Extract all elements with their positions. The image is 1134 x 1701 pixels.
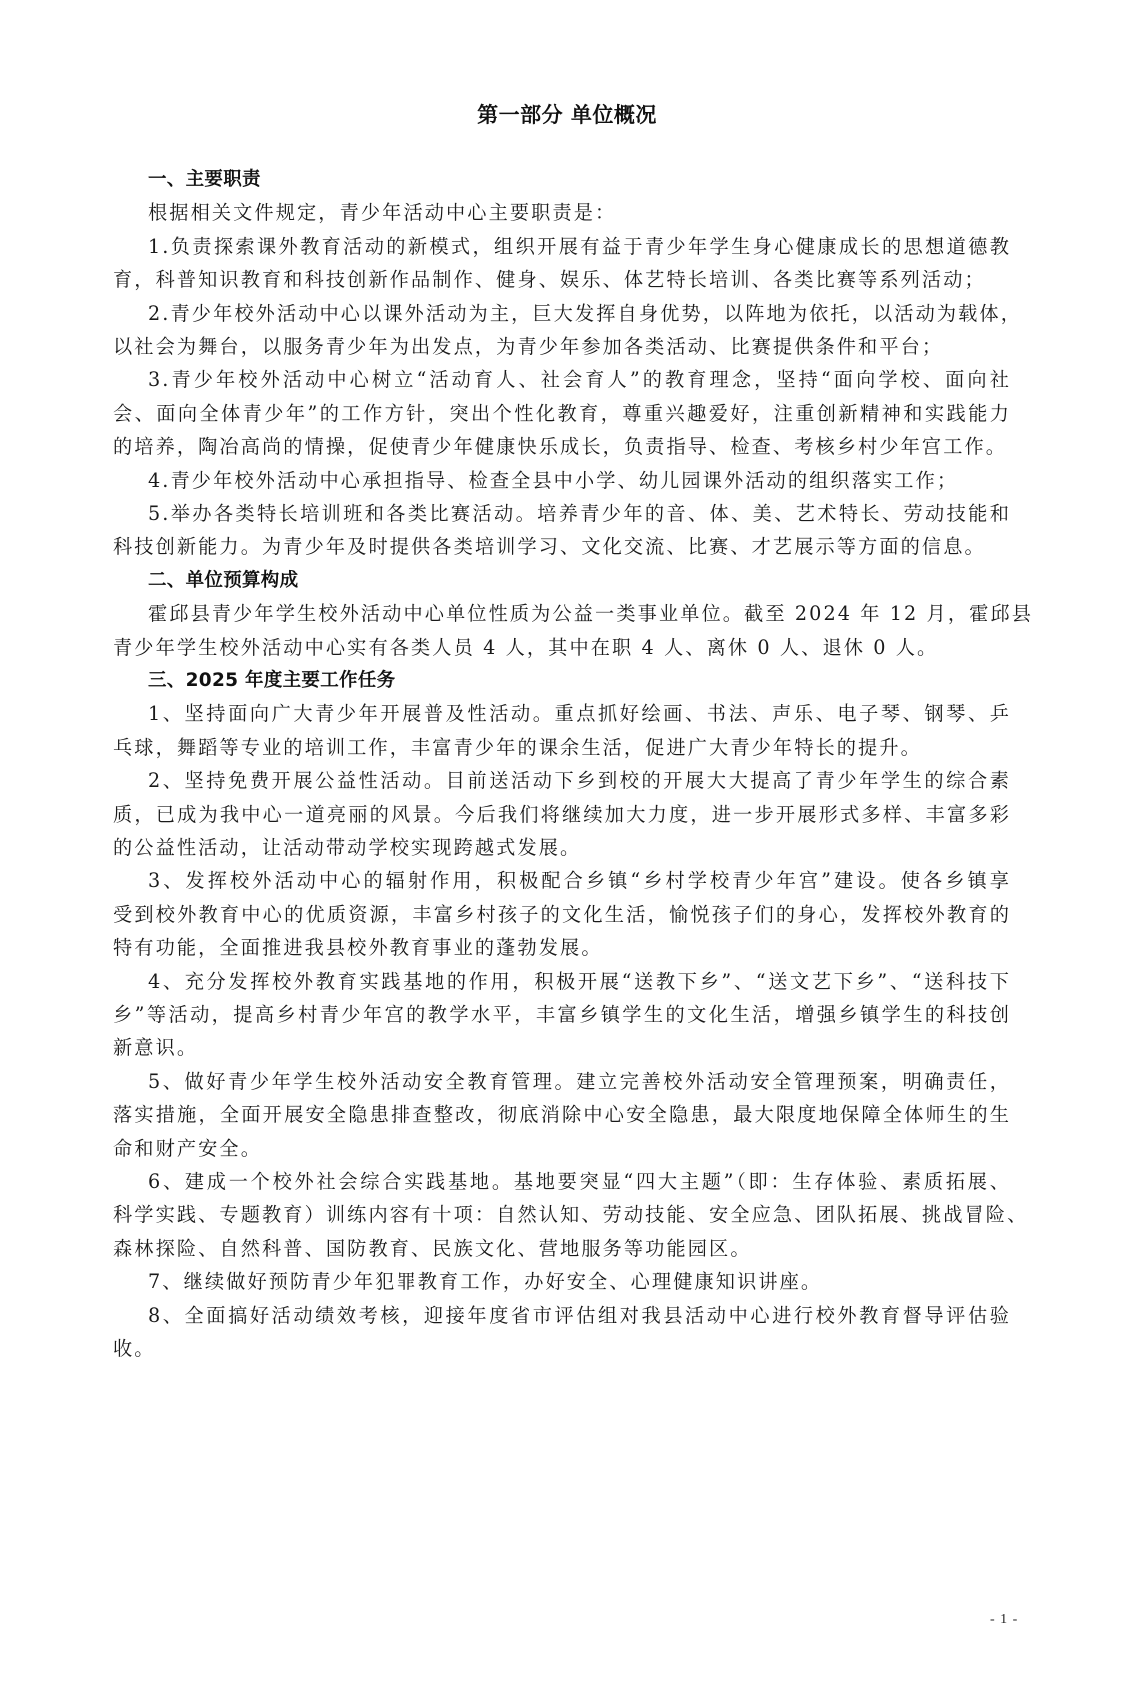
section-heading: 三、2025 年度主要工作任务 [148,670,396,691]
page-title: 第一部分 单位概况 [477,103,657,127]
paragraph-line: 5.举办各类特长培训班和各类比赛活动。培养青少年的音、体、美、艺术特长、劳动技能和 [148,502,1011,525]
paragraph-line: 1.负责探索课外教育活动的新模式，组织开展有益于青少年学生身心健康成长的思想道德教 [148,234,1011,258]
paragraph-line: 1、坚持面向广大青少年开展普及性活动。重点抓好绘画、书法、声乐、电子琴、钢琴、乒 [148,702,1011,726]
paragraph-line: 3、发挥校外活动中心的辐射作用，积极配合乡镇“乡村学校青少年宫”建设。使各乡镇享 [148,869,1011,893]
page-number: - 1 - [990,1612,1019,1627]
paragraph-line: 6、建成一个校外社会综合实践基地。基地要突显“四大主题”（即：生存体验、素质拓展、 [148,1170,1011,1193]
paragraph-line: 落实措施，全面开展安全隐患排查整改，彻底消除中心安全隐患，最大限度地保障全体师生的生 [113,1103,1011,1127]
paragraph-line: 乓球，舞蹈等专业的培训工作，丰富青少年的课余生活，促进广大青少年特长的提升。 [113,735,922,759]
paragraph-line: 的公益性活动，让活动带动学校实现跨越式发展。 [113,836,582,859]
paragraph-line: 4.青少年校外活动中心承担指导、检查全县中小学、幼儿园课外活动的组织落实工作； [148,468,959,492]
paragraph-line: 质，已成为我中心一道亮丽的风景。今后我们将继续加大力度，进一步开展形式多样、丰富多彩 [113,802,1011,826]
paragraph-line: 青少年学生校外活动中心实有各类人员 4 人，其中在职 4 人、离休 0 人、退休 0 人。 [113,635,939,659]
paragraph-line: 收。 [113,1337,156,1360]
paragraph-line: 5、做好青少年学生校外活动安全教育管理。建立完善校外活动安全管理预案，明确责任， [148,1069,1011,1093]
paragraph-line: 7、继续做好预防青少年犯罪教育工作，办好安全、心理健康知识讲座。 [148,1270,823,1294]
paragraph-line: 受到校外教育中心的优质资源，丰富乡村孩子的文化生活，愉悦孩子们的身心，发挥校外教育的 [113,902,1011,926]
paragraph-line: 乡”等活动，提高乡村青少年宫的教学水平，丰富乡镇学生的文化生活，增强乡镇学生的科技创 [113,1003,1011,1026]
paragraph-line: 4、充分发挥校外教育实践基地的作用，积极开展“送教下乡”、“送文艺下乡”、“送科技下 [148,969,1011,993]
paragraph-line: 以社会为舞台，以服务青少年为出发点，为青少年参加各类活动、比赛提供条件和平台； [113,335,944,358]
paragraph-line: 育，科普知识教育和科技创新作品制作、健身、娱乐、体艺特长培训、各类比赛等系列活动； [113,268,986,292]
paragraph-line: 2、坚持免费开展公益性活动。目前送活动下乡到校的开展大大提高了青少年学生的综合素 [148,769,1011,793]
paragraph-line: 命和财产安全。 [113,1136,263,1160]
paragraph-line: 根据相关文件规定，青少年活动中心主要职责是： [148,201,617,225]
paragraph-line: 霍邱县青少年学生校外活动中心单位性质为公益一类事业单位。截至 2024 年 12 月，霍邱县 [148,602,1033,626]
paragraph-line: 特有功能，全面推进我县校外教育事业的蓬勃发展。 [113,936,603,960]
paragraph-line: 科学实践、专题教育）训练内容有十项：自然认知、劳动技能、安全应急、团队拓展、挑战冒险、 [113,1203,1029,1227]
paragraph-line: 3.青少年校外活动中心树立“活动育人、社会育人”的教育理念，坚持“面向学校、面向社 [148,368,1011,392]
paragraph-line: 会、面向全体青少年”的工作方针，突出个性化教育，尊重兴趣爱好，注重创新精神和实践能力 [113,401,1011,425]
section-heading: 二、单位预算构成 [148,569,299,591]
paragraph-line: 新意识。 [113,1036,199,1060]
paragraph-line: 科技创新能力。为青少年及时提供各类培训学习、文化交流、比赛、才艺展示等方面的信息。 [113,535,986,559]
paragraph-line: 的培养，陶冶高尚的情操，促使青少年健康快乐成长，负责指导、检查、考核乡村少年宫工作。 [113,435,1008,459]
paragraph-line: 森林探险、自然科普、国防教育、民族文化、营地服务等功能园区。 [113,1236,752,1260]
paragraph-line: 8、全面搞好活动绩效考核，迎接年度省市评估组对我县活动中心进行校外教育督导评估验 [148,1303,1011,1327]
paragraph-line: 2.青少年校外活动中心以课外活动为主，巨大发挥自身优势，以阵地为依托，以活动为载体， [148,301,1023,325]
section-heading: 一、主要职责 [148,169,261,190]
